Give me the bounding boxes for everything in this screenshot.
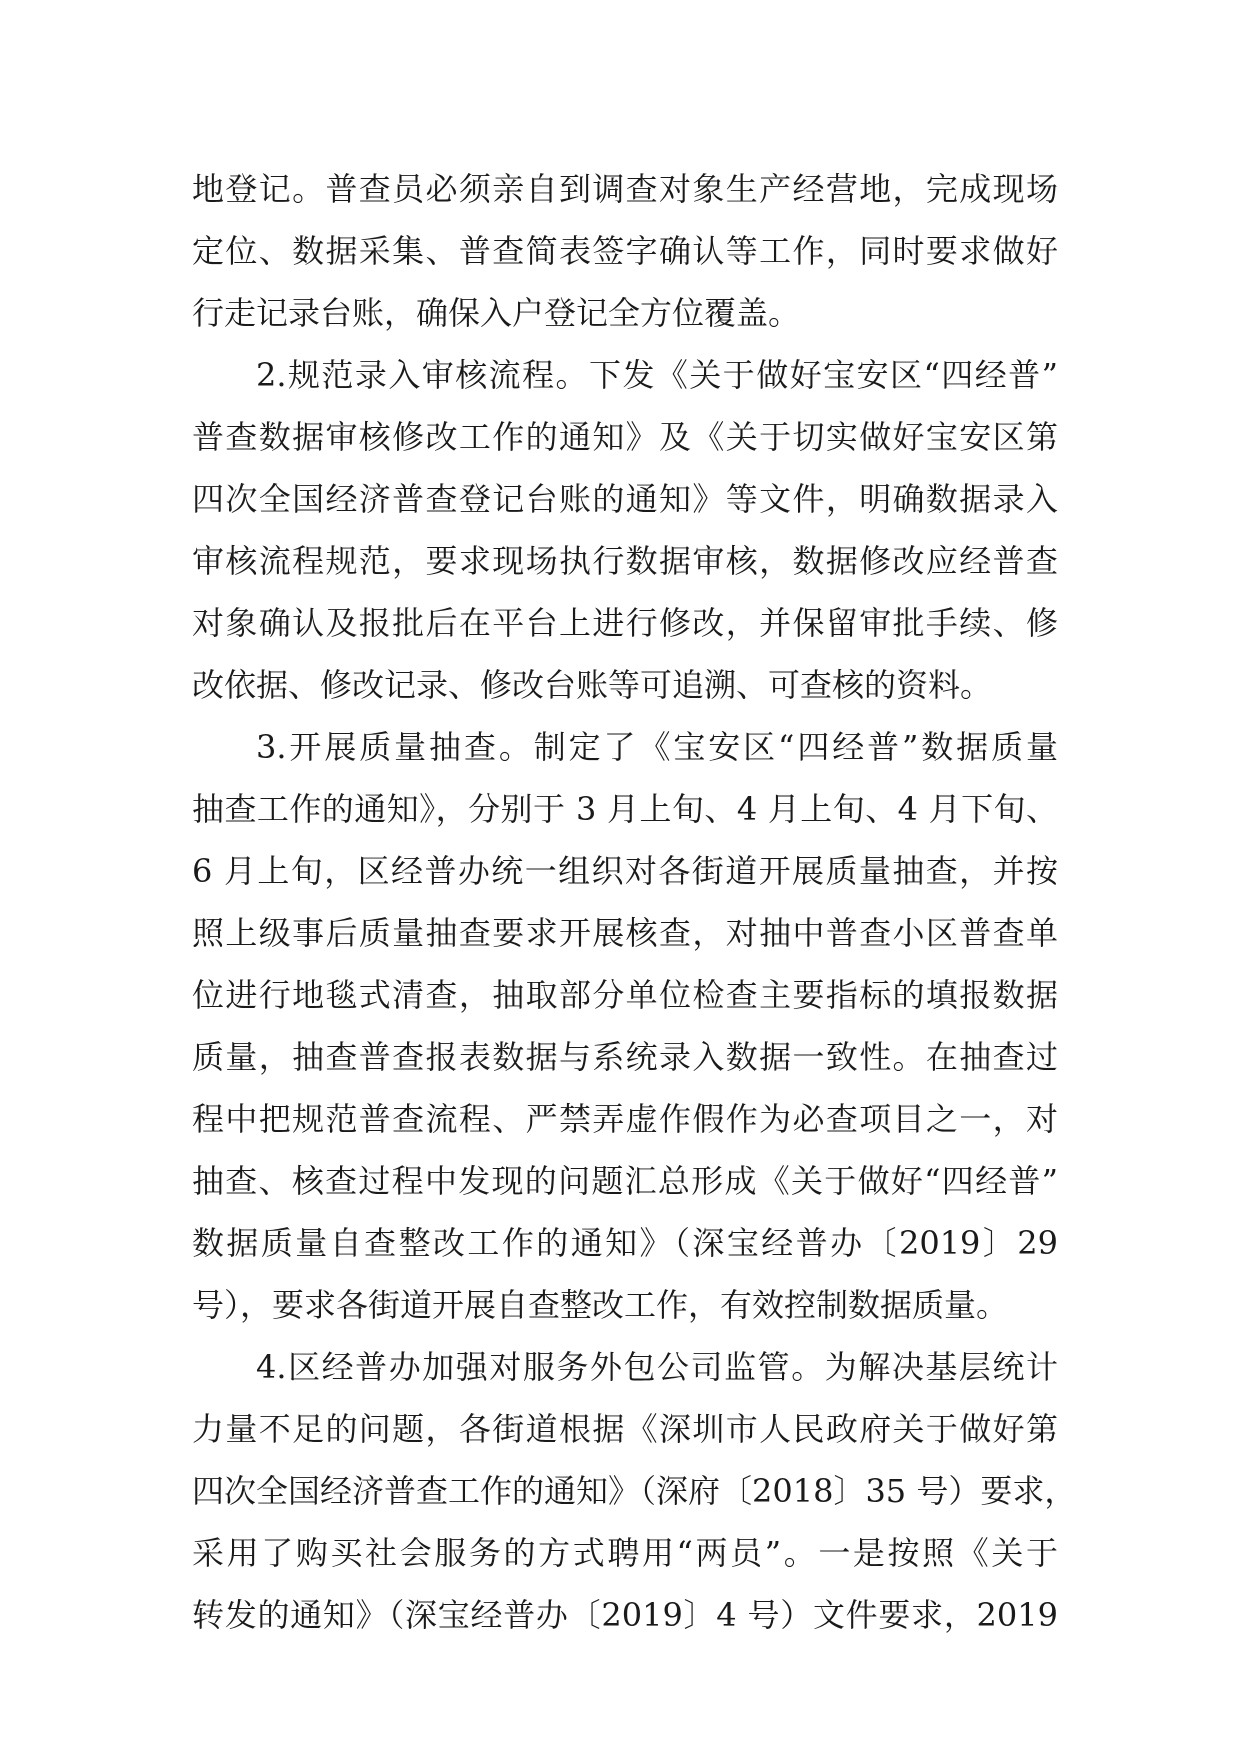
text-line: 号），要求各街道开展自查整改工作，有效控制数据质量。: [192, 1286, 1009, 1324]
document-body: [192, 158, 1077, 1646]
text-line: 普查数据审核修改工作的通知》及《关于切实做好宝安区第: [192, 418, 1058, 456]
text-line: 力量不足的问题，各街道根据《深圳市人民政府关于做好第: [192, 1410, 1058, 1448]
text-line: 数据质量自查整改工作的通知》（深宝经普办〔2019〕29: [192, 1224, 1058, 1262]
text-line: 审核流程规范，要求现场执行数据审核，数据修改应经普查: [192, 542, 1058, 580]
text-line: 2.规范录入审核流程。下发《关于做好宝安区“四经普”: [256, 356, 1058, 394]
text-line: 6 月上旬，区经普办统一组织对各街道开展质量抽查，并按: [192, 852, 1058, 890]
text-line: 照上级事后质量抽查要求开展核查，对抽中普查小区普查单: [192, 914, 1058, 952]
text-line: 4.区经普办加强对服务外包公司监管。为解决基层统计: [256, 1348, 1058, 1386]
text-line: 抽查、核查过程中发现的问题汇总形成《关于做好“四经普”: [192, 1162, 1058, 1200]
text-line: 定位、数据采集、普查简表签字确认等工作，同时要求做好: [192, 232, 1058, 270]
text-line: 地登记。普查员必须亲自到调查对象生产经营地，完成现场: [192, 170, 1058, 208]
text-line: 采用了购买社会服务的方式聘用“两员”。一是按照《关于: [192, 1534, 1058, 1572]
text-line: 抽查工作的通知》，分别于 3 月上旬、4 月上旬、4 月下旬、: [192, 790, 1058, 828]
text-line: 四次全国经济普查登记台账的通知》等文件，明确数据录入: [192, 480, 1058, 518]
text-line: 转发的通知》（深宝经普办〔2019〕4 号）文件要求，2019: [192, 1596, 1058, 1634]
text-line: 位进行地毯式清查，抽取部分单位检查主要指标的填报数据: [192, 976, 1058, 1014]
text-line: 质量，抽查普查报表数据与系统录入数据一致性。在抽查过: [192, 1038, 1058, 1076]
text-line: 程中把规范普查流程、严禁弄虚作假作为必查项目之一，对: [192, 1100, 1058, 1138]
text-line: 改依据、修改记录、修改台账等可追溯、可查核的资料。: [192, 666, 993, 704]
text-line: 四次全国经济普查工作的通知》（深府〔2018〕35 号）要求，: [192, 1472, 1077, 1510]
text-line: 对象确认及报批后在平台上进行修改，并保留审批手续、修: [192, 604, 1058, 642]
text-line: 行走记录台账，确保入户登记全方位覆盖。: [192, 294, 801, 332]
text-line: 3.开展质量抽查。制定了《宝安区“四经普”数据质量: [256, 728, 1058, 766]
